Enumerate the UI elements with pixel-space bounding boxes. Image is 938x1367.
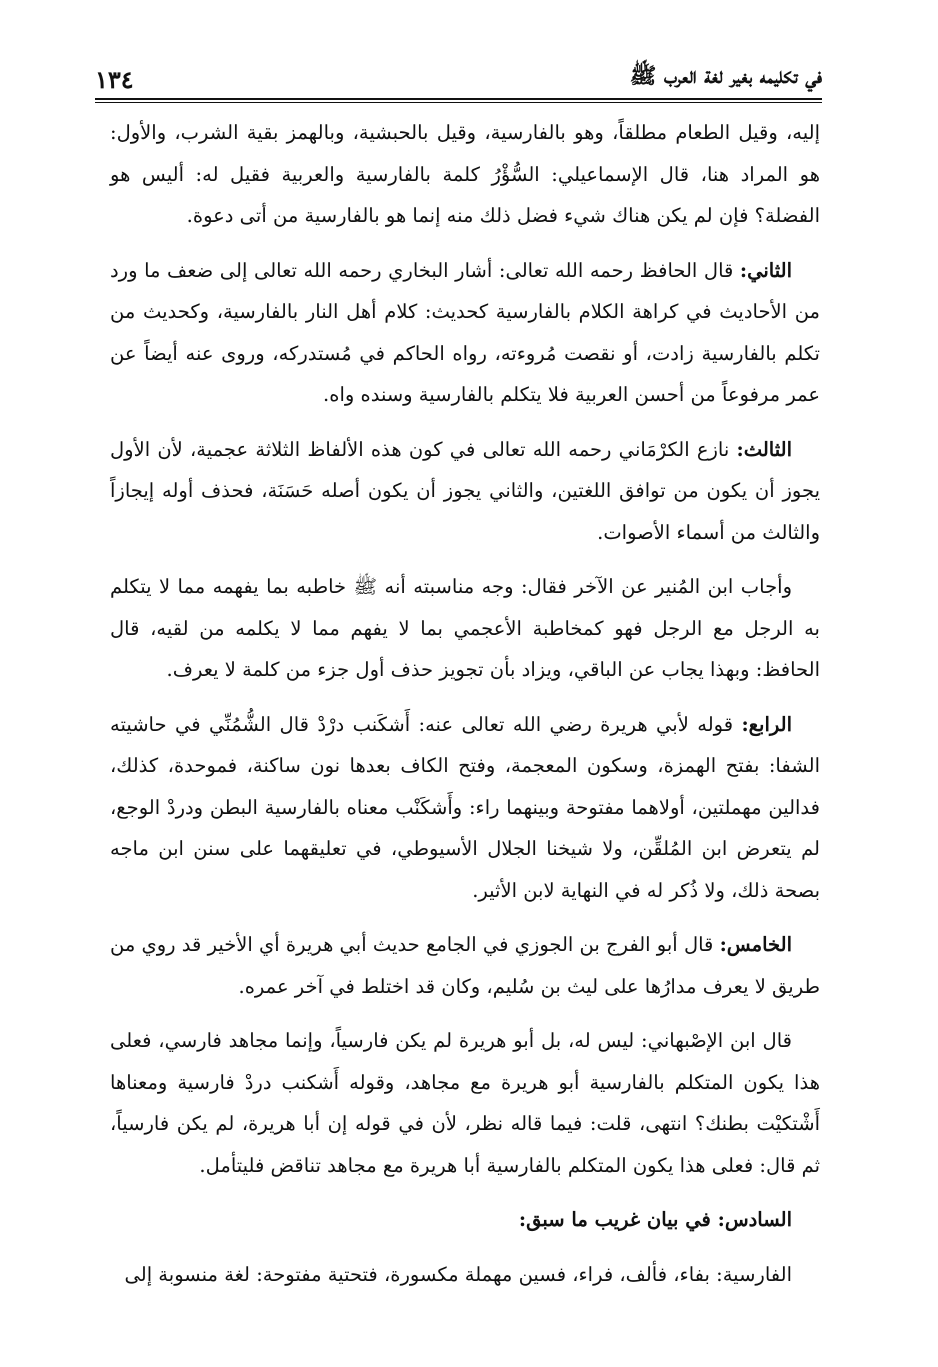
paragraph-text: قال ابن الإصْبهاني: ليس له، بل أبو هريرة لم يكن فارسياً، وإنما مجاهد فارسي، فعلى هذا يكون المتكلم بالفارسية أبو هريرة مع مجاهد، وقوله أَشكنب دردْ فارسية ومعناها أَشْتكيْت بطنك؟ انتهى، قلت: فيما قاله نظر، لأن في قوله إن أبا هريرة، لم يكن فارسياً، ثم قال: فعلى هذا يكون المتكلم بالفارسية أبا هريرة مع مجاهد تناقض فليتأمل. (110, 1029, 820, 1177)
paragraph (110, 924, 820, 1007)
page-body (110, 112, 820, 1308)
page-number: ١٣٤ (95, 65, 134, 94)
paragraph (110, 250, 820, 416)
paragraph-heading: الثالث: (736, 437, 792, 461)
paragraph-heading: الرابع: (741, 712, 792, 736)
paragraph-text: قال أبو الفرج بن الجوزي في الجامع حديث أبي هريرة أي الأخير قد روي من طريق لا يعرف مدارُها على ليث بن سُليم، وكان قد اختلط في آخر عمره. (110, 933, 820, 998)
paragraph (110, 429, 820, 554)
paragraph-text: قوله لأبي هريرة رضي الله تعالى عنه: أَشكَنب درْدْ قال الشُّمُنِّي في حاشيته الشفا: بفتح الهمزة، وسكون المعجمة، وفتح الكاف بعدها نون ساكنة، فموحدة، كذلك، فدالين مهملتين، أولاهما مفتوحة وبينهما راء: وأَشكَنْب معناه بالفارسية البطن ودردْ الوجع، لم يتعرض ابن المُلقِّن، ولا شيخنا الجلال الأسيوطي، في تعليقهما على سنن ابن ماجه بصحة ذلك، ولا ذُكر له في النهاية لابن الأثير. (110, 712, 820, 902)
paragraph-text: الفارسية: بفاء، فألف، فراء، فسين مهملة مكسورة، فتحتية مفتوحة: لغة منسوبة إلى (124, 1262, 792, 1286)
running-title: في تكليمه بغير لغة العرب ﷺ (629, 63, 822, 89)
paragraph (110, 1020, 820, 1186)
paragraph (110, 112, 820, 237)
section-heading (110, 1199, 820, 1241)
page-header (95, 54, 822, 94)
paragraph-text: وأجاب ابن المُنير عن الآخر فقال: وجه مناسبته أنه ﷺ خاطبه بما يفهمه مما لا يتكلم به الرجل مع الرجل فهو كمخاطبة الأعجمي بما لا يفهم مما لا يكلمه من لقيه، قال الحافظ: وبهذا يجاب عن الباقي، ويزاد بأن تجويز حذف أول جزء من كلمة لا يعرف. (110, 575, 820, 681)
paragraph-heading: الثاني: (739, 258, 792, 282)
paragraph (110, 1254, 820, 1296)
paragraph-text: قال الحافظ رحمه الله تعالى: أشار البخاري رحمه الله تعالى إلى ضعف ما ورد من الأحاديث في كراهة الكلام بالفارسية كحديث: كلام أهل النار بالفارسية، وكحديث من تكلم بالفارسية زادت، أو نقصت مُروءته، رواه الحاكم في مُستدركه، وروى عنه أيضاً عن عمر مرفوعاً من أحسن العربية فلا يتكلم بالفارسية وسنده واه. (110, 258, 820, 406)
paragraph-text: نازع الكرْمَاني رحمه الله تعالى في كون هذه الألفاظ الثلاثة عجمية، لأن الأول يجوز أن يكون من توافق اللغتين، والثاني يجوز أن يكون أصله حَسَنَة، فحذف أوله إيجازاً والثالث من أسماء الأصوات. (110, 437, 820, 544)
paragraph (110, 566, 820, 691)
header-rule (95, 98, 822, 103)
paragraph-heading: الخامس: (719, 933, 792, 956)
paragraph-heading: السادس: في بيان غريب ما سبق: (518, 1208, 792, 1231)
paragraph-text: إليه، وقيل الطعام مطلقاً، وهو بالفارسية، وقيل بالحبشية، وبالهمز بقية الشرب، والأول: هو المراد هنا، قال الإسماعيلي: السُّؤْرُ كلمة بالفارسية والعربية فقيل له: أليس هو الفضلة؟ فإن لم يكن هناك شيء فضل ذلك منه إنما هو بالفارسية من أتى دعوة. (110, 121, 820, 227)
paragraph (110, 704, 820, 912)
